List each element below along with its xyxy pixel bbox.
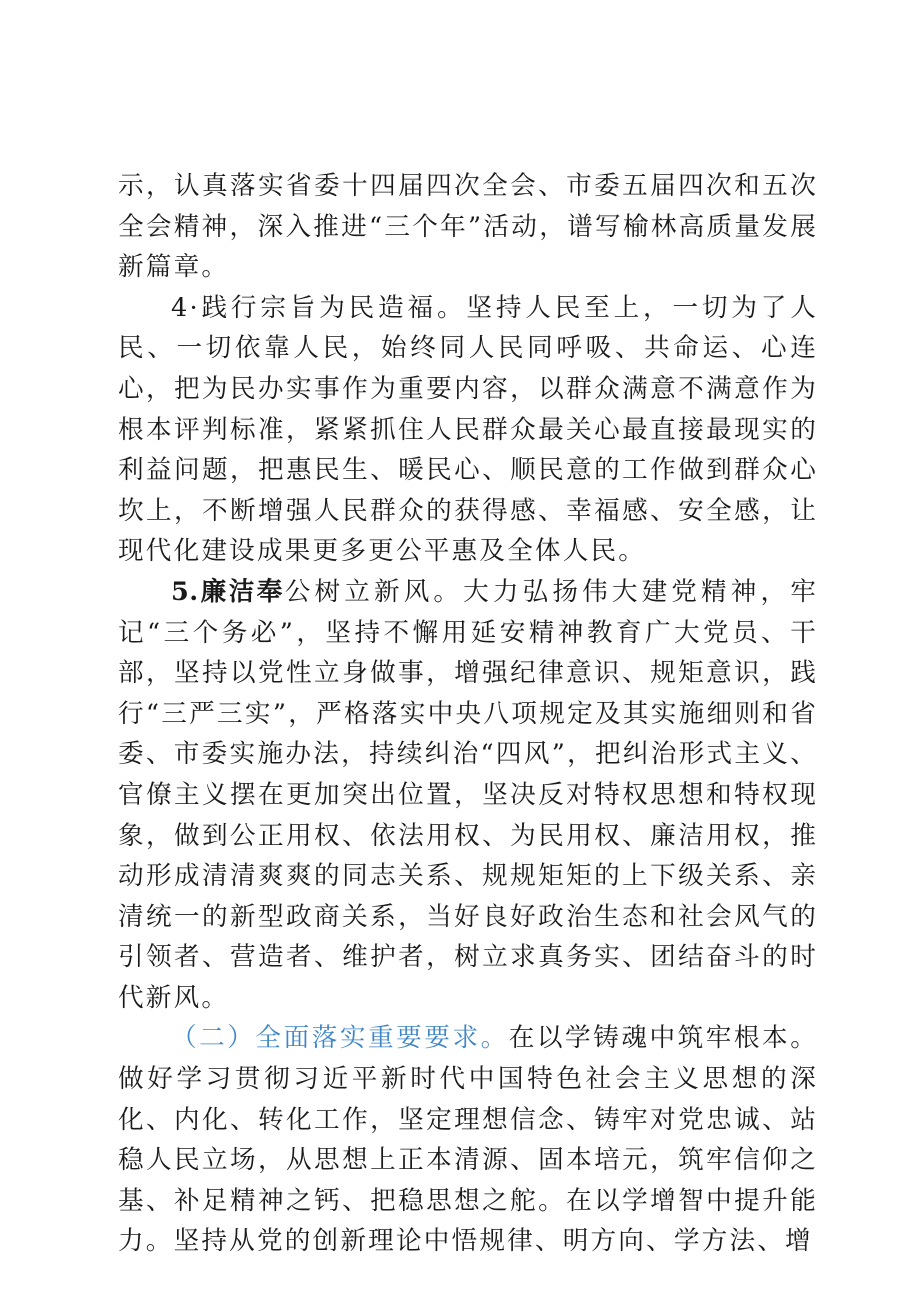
paragraph-item-4 xyxy=(118,288,818,572)
paragraph-section-2 xyxy=(118,1018,818,1262)
paragraph-text: 示，认真落实省委十四届四次全会、市委五届四次和五次全会精神，深入推进“三个年”活动，谱写榆林高质量发展新篇章。 xyxy=(118,171,818,283)
document-body xyxy=(118,166,818,1262)
paragraph-continuation xyxy=(118,166,818,288)
paragraph-text: 在以学铸魂中筑牢根本。做好学习贯彻习近平新时代中国特色社会主义思想的深化、内化、转化工作，坚定理想信念、铸牢对党忠诚、站稳人民立场，从思想上正本清源、固本培元，筑牢信仰之基、补足精神之钙、把稳思想之舵。在以学增智中提升能力。坚持从党的创新理论中悟规律、明方向、学方法、增 xyxy=(118,1023,818,1257)
paragraph-item-5 xyxy=(118,572,818,1019)
item-5-heading-rest: 公树立新风。 xyxy=(284,576,464,607)
paragraph-text: 坚持人民至上，一切为了人民、一切依靠人民，始终同人民同呼吸、共命运、心连心，把为民办实事作为重要内容，以群众满意不满意作为根本评判标准，紧紧抓住人民群众最关心最直接最现实的利益问题，把惠民生、暖民心、顺民意的工作做到群众心坎上，不断增强人民群众的获得感、幸福感、安全感，让现代化建设成果更多更公平惠及全体人民。 xyxy=(118,292,819,567)
paragraph-text: 大力弘扬伟大建党精神，牢记“三个务必”，坚持不懈用延安精神教育广大党员、干部，坚持以党性立身做事，增强纪律意识、规矩意识，践行“三严三实”，严格落实中央八项规定及其实施细则和省委、市委实施办法，持续纠治“四风”，把纠治形式主义、官僚主义摆在更加突出位置，坚决反对特权思想和特权现象，做到公正用权、依法用权、为民用权、廉洁用权，推动形成清清爽爽的同志关系、规规矩矩的上下级关系、亲清统一的新型政商关系，当好良好政治生态和社会风气的引领者、营造者、维护者，树立求真务实、团结奋斗的时代新风。 xyxy=(118,576,819,1013)
item-4-heading: 4·践行宗旨为民造福。 xyxy=(171,292,467,323)
section-heading: （二）全面落实重要要求。 xyxy=(171,1023,509,1054)
item-5-heading-bold: 5.廉洁奉 xyxy=(171,576,285,607)
